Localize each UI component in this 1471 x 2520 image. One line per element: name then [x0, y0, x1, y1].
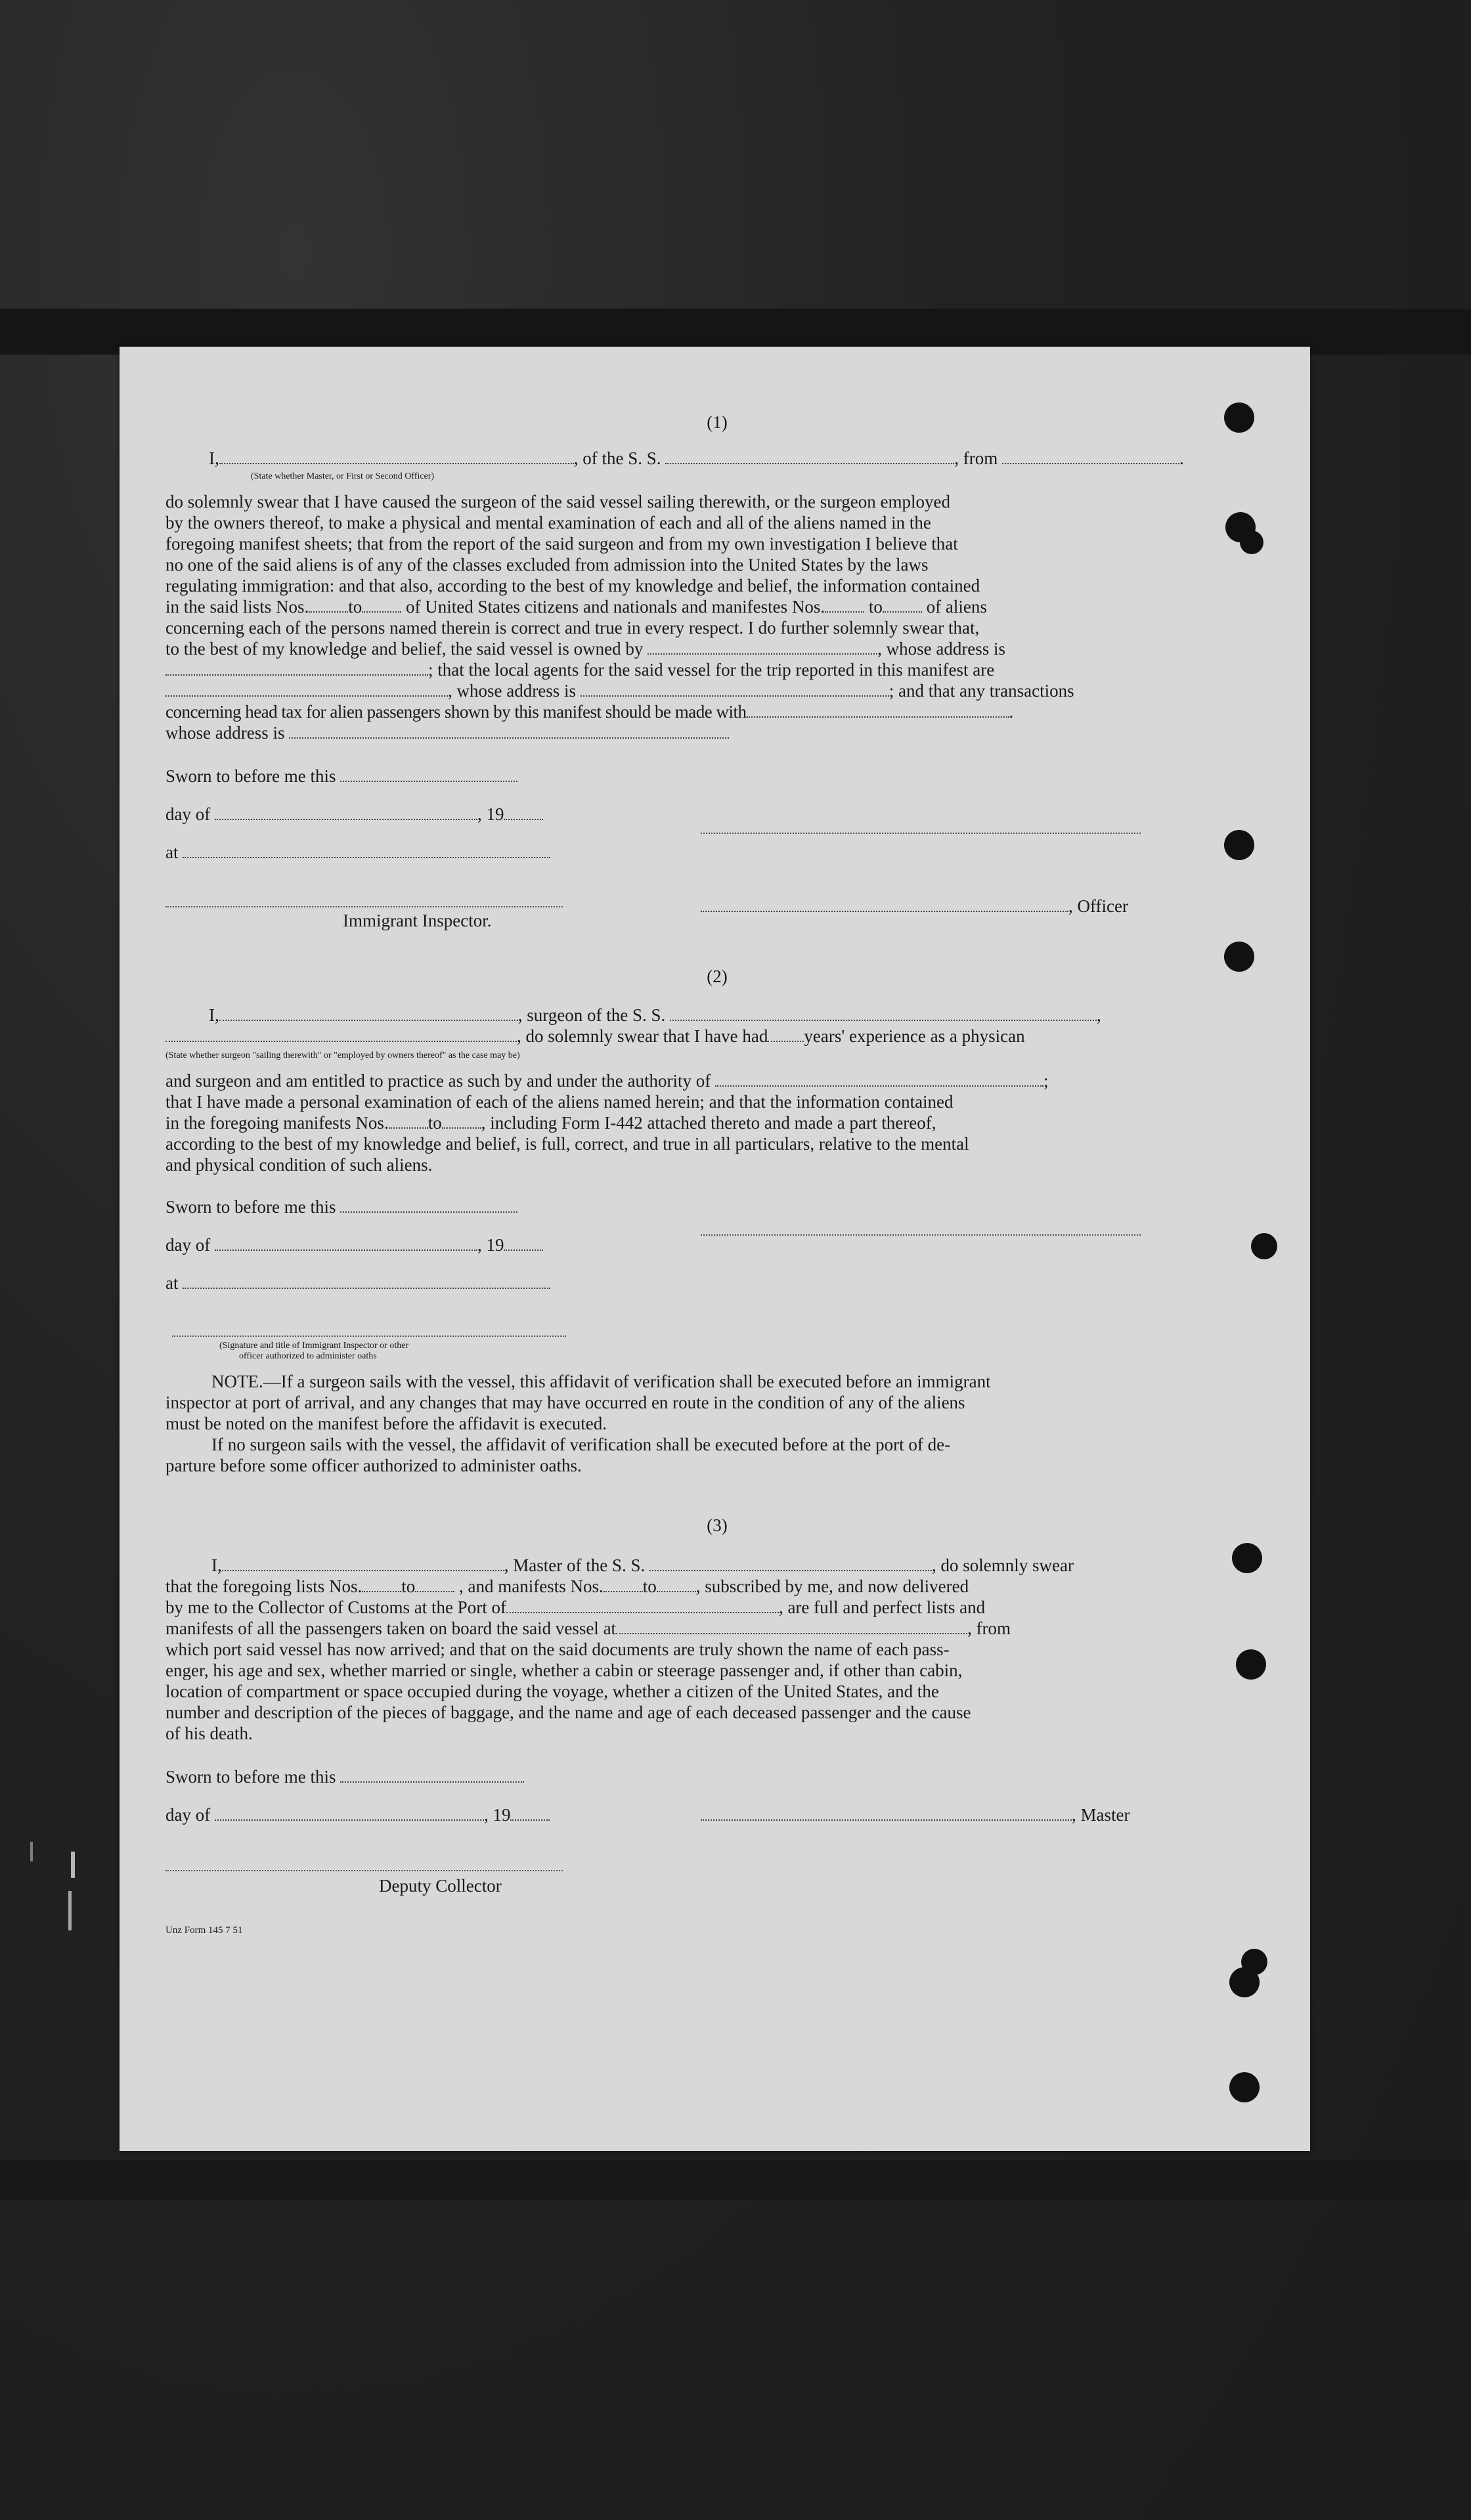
s3-master-sig-line: , Master [701, 1804, 1130, 1825]
s3-para-line: of his death. [165, 1724, 253, 1743]
s1-para-line: concerning each of the persons named therein is correct and true in every respect. I do further solemnly swear that, [165, 618, 980, 638]
s3-day-line: day of , 19 [165, 1804, 550, 1825]
manifest-form-sheet [120, 347, 1310, 2151]
s2-experience-line: , do solemnly swear that I have had years' experience as a physican [165, 1026, 1025, 1047]
s3-para-line: number and description of the pieces of baggage, and the name and age of each deceased passenger and the cause [165, 1703, 971, 1722]
s1-para-line: no one of the said aliens is of any of the classes excluded from admission into the United States by the laws [165, 555, 929, 575]
s2-note-line: inspector at port of arrival, and any changes that may have occurred en route in the condition of any of the aliens [165, 1393, 965, 1412]
s2-at-line: at [165, 1272, 550, 1293]
s1-day-line: day of , 19 [165, 804, 543, 825]
s2-inspector-rule [172, 1336, 566, 1337]
s3-para-line: which port said vessel has now arrived; and that on the said documents are truly shown the name of each pass- [165, 1640, 950, 1659]
form-identifier: Unz Form 145 7 51 [165, 1925, 243, 1936]
s2-note-line: parture before some officer authorized to administer oaths. [165, 1456, 582, 1475]
s1-owner-line: to the best of my knowledge and belief, the said vessel is owned by , whose address is [165, 639, 1006, 659]
scan-mark [30, 1842, 33, 1861]
backdrop-band-bottom [0, 2160, 1471, 2200]
section-2-number: (2) [707, 967, 728, 986]
s3-vessel-line: manifests of all the passengers taken on board the said vessel at , from [165, 1618, 1011, 1638]
s1-inspector-rule [165, 906, 563, 907]
s2-day-line: day of , 19 [165, 1234, 543, 1255]
s2-para-line: and physical condition of such aliens. [165, 1155, 433, 1175]
s2-para-line: according to the best of my knowledge and belief, is full, correct, and true in all particulars, relative to the mental [165, 1134, 969, 1154]
s1-address-line: whose address is [165, 722, 729, 743]
s2-signature-rule [701, 1234, 1141, 1236]
s1-agent-address-line: , whose address is ; and that any transactions [165, 680, 1074, 701]
s1-para-line: do solemnly swear that I have caused the surgeon of the said vessel sailing therewith, or the surgeon employed [165, 492, 950, 511]
form-body [165, 347, 1269, 2151]
s2-note-line: must be noted on the manifest before the affidavit is executed. [165, 1414, 607, 1433]
s1-officer-note: (State whether Master, or First or Second Officer) [251, 471, 435, 481]
s1-inspector-label: Immigrant Inspector. [343, 911, 492, 930]
s2-surgeon-note: (State whether surgeon "sailing therewith" or "employed by owners thereof" as the case may be) [165, 1051, 520, 1060]
s1-agents-line: ; that the local agents for the said vessel for the trip reported in this manifest are [165, 659, 994, 680]
s1-sworn-line: Sworn to before me this [165, 766, 517, 787]
s2-sworn-line: Sworn to before me this [165, 1196, 517, 1217]
section-1-number: (1) [707, 412, 728, 432]
scan-mark [71, 1852, 75, 1878]
s3-sworn-line: Sworn to before me this [165, 1766, 524, 1787]
s2-note-line: NOTE.—If a surgeon sails with the vessel, this affidavit of verification shall be executed before an immigrant [211, 1372, 991, 1391]
s1-at-line: at [165, 842, 550, 863]
s1-para-line: by the owners thereof, to make a physical and mental examination of each and all of the aliens named in the [165, 513, 931, 532]
s2-sig-note: (Signature and title of Immigrant Inspector or other [219, 1341, 409, 1351]
s3-master-line: I, , Master of the S. S. , do solemnly swear [211, 1555, 1074, 1575]
s3-para-line: enger, his age and sex, whether married or single, whether a cabin or steerage passenger and, if other than cabin, [165, 1661, 963, 1680]
s1-officer-sig-line: , Officer [701, 896, 1128, 917]
section-3-number: (3) [707, 1515, 728, 1535]
scan-mark [68, 1891, 72, 1930]
s1-officer-line: I, , of the S. S. , from . [209, 448, 1184, 468]
s2-sig-note: officer authorized to administer oaths [239, 1351, 377, 1361]
s1-para-line: foregoing manifest sheets; that from the report of the said surgeon and from my own investigation I believe that [165, 534, 958, 554]
s1-lists-line: in the said lists Nos. to of United States citizens and nationals and manifestes Nos. to of aliens [165, 597, 987, 617]
s2-note-line: If no surgeon sails with the vessel, the affidavit of verification shall be executed before at the port of de- [211, 1435, 951, 1454]
s1-para-line: regulating immigration: and that also, according to the best of my knowledge and belief, the information contained [165, 576, 980, 596]
s1-headtax-line: concerning head tax for alien passengers shown by this manifest should be made with . [165, 702, 1013, 722]
s3-collector-label: Deputy Collector [379, 1876, 502, 1896]
s3-para-line: location of compartment or space occupied during the voyage, whether a citizen of the United States, and the [165, 1682, 939, 1701]
s2-para-line: that I have made a personal examination of each of the aliens named herein; and that the information contained [165, 1092, 954, 1112]
s2-manifests-line: in the foregoing manifests Nos. to , including Form I-442 attached thereto and made a part thereof, [165, 1113, 936, 1133]
s2-surgeon-line: I, , surgeon of the S. S. , [209, 1005, 1101, 1025]
s3-lists-line: that the foregoing lists Nos. to , and manifests Nos. to , subscribed by me, and now delivered [165, 1576, 969, 1596]
s2-authority-line: and surgeon and am entitled to practice as such by and under the authority of ; [165, 1071, 1049, 1091]
s1-signature-rule [701, 833, 1141, 834]
s3-collector-rule [165, 1870, 563, 1871]
s3-port-line: by me to the Collector of Customs at the Port of , are full and perfect lists and [165, 1597, 986, 1617]
